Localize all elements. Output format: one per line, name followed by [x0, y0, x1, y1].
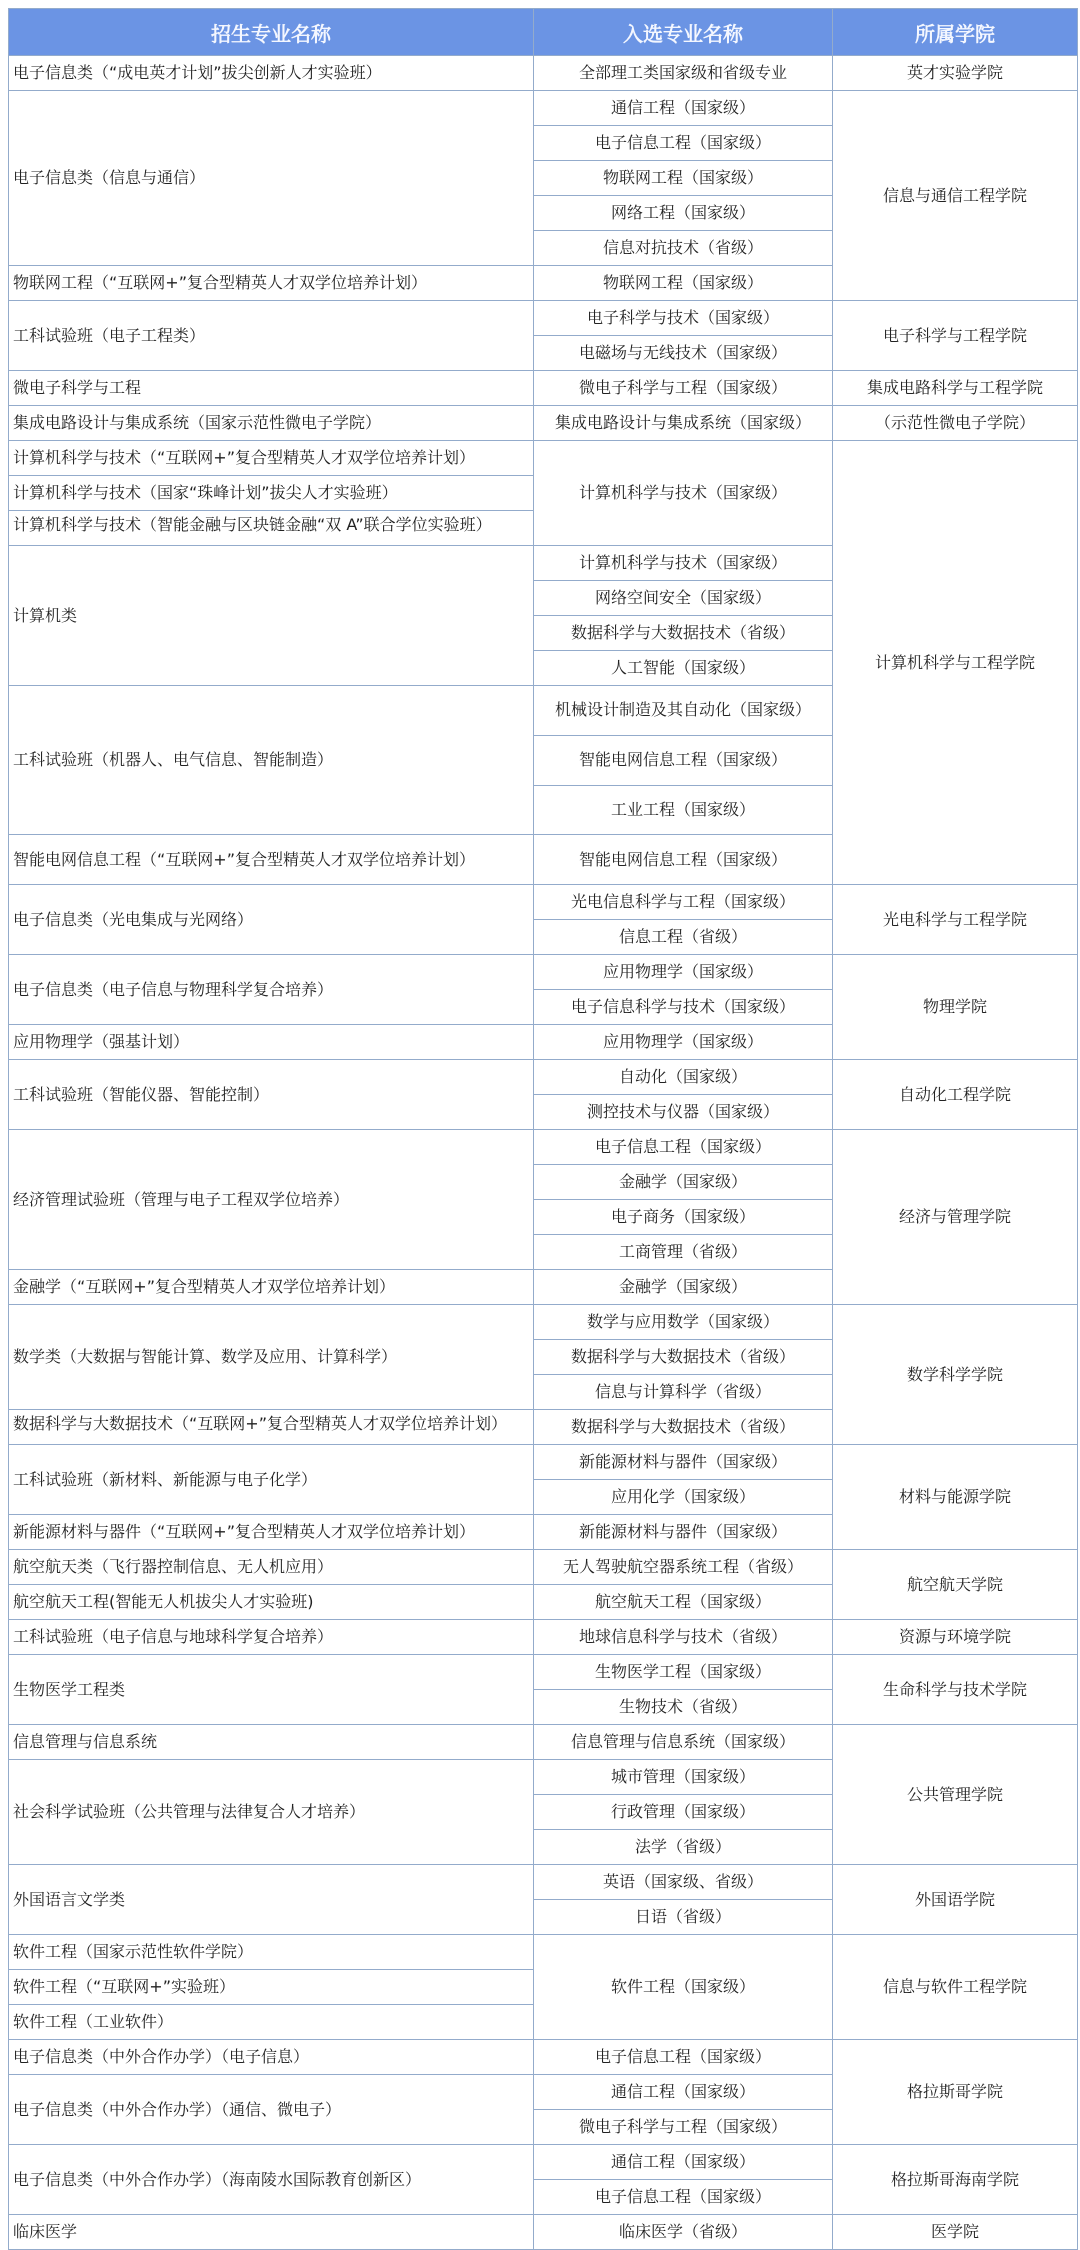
table-row: [9, 955, 1078, 990]
admission-major-cell: 计算机科学与技术（国家“珠峰计划”拔尖人才实验班）: [9, 476, 534, 511]
college-cell: 电子科学与工程学院: [833, 301, 1078, 371]
selected-major-cell: 数学与应用数学（国家级）: [534, 1305, 833, 1340]
college-cell: 格拉斯哥海南学院: [833, 2145, 1078, 2215]
selected-major-cell: 数据科学与大数据技术（省级）: [534, 616, 833, 651]
selected-major-cell: 新能源材料与器件（国家级）: [534, 1515, 833, 1550]
clipped-text: 计算机科学与技术（智能金融与区块链金融“双 A”联合学位实验班）: [13, 515, 492, 534]
table-row: [9, 371, 1078, 406]
selected-major-cell: 集成电路设计与集成系统（国家级）: [534, 406, 833, 441]
admission-major-cell: 计算机科学与技术（“互联网+”复合型精英人才双学位培养计划）: [9, 441, 534, 476]
admission-major-cell: 电子信息类（“成电英才计划”拔尖创新人才实验班）: [9, 56, 534, 91]
admission-major-cell: 应用物理学（强基计划）: [9, 1025, 534, 1060]
admission-major-cell: 物联网工程（“互联网+”复合型精英人才双学位培养计划）: [9, 266, 534, 301]
admission-major-cell: 金融学（“互联网+”复合型精英人才双学位培养计划）: [9, 1270, 534, 1305]
admission-major-cell: 微电子科学与工程: [9, 371, 534, 406]
college-cell: 医学院: [833, 2215, 1078, 2250]
selected-major-cell: 机械设计制造及其自动化（国家级）: [534, 686, 833, 736]
selected-major-cell: 网络空间安全（国家级）: [534, 581, 833, 616]
header-admission-major: 招生专业名称: [9, 9, 534, 56]
admission-major-cell: 电子信息类（电子信息与物理科学复合培养）: [9, 955, 534, 1025]
admission-major-cell: 工科试验班（机器人、电气信息、智能制造）: [9, 686, 534, 835]
selected-major-cell: 微电子科学与工程（国家级）: [534, 371, 833, 406]
clipped-text: 数据科学与大数据技术（“互联网+”复合型精英人才双学位培养计划）: [13, 1414, 507, 1433]
selected-major-cell: 应用化学（国家级）: [534, 1480, 833, 1515]
admission-major-cell: 智能电网信息工程（“互联网+”复合型精英人才双学位培养计划）: [9, 835, 534, 885]
admission-major-cell: 集成电路设计与集成系统（国家示范性微电子学院）: [9, 406, 534, 441]
selected-major-cell: 数据科学与大数据技术（省级）: [534, 1340, 833, 1375]
selected-major-cell: 自动化（国家级）: [534, 1060, 833, 1095]
college-cell: 公共管理学院: [833, 1725, 1078, 1865]
selected-major-cell: 应用物理学（国家级）: [534, 955, 833, 990]
admission-major-cell: 新能源材料与器件（“互联网+”复合型精英人才双学位培养计划）: [9, 1515, 534, 1550]
selected-major-cell: 软件工程（国家级）: [534, 1935, 833, 2040]
selected-major-cell: 计算机科学与技术（国家级）: [534, 546, 833, 581]
selected-major-cell: 新能源材料与器件（国家级）: [534, 1445, 833, 1480]
selected-major-cell: 航空航天工程（国家级）: [534, 1585, 833, 1620]
table-row: [9, 2145, 1078, 2180]
college-cell: 材料与能源学院: [833, 1445, 1078, 1550]
table-row: [9, 2215, 1078, 2250]
admission-major-cell: [9, 511, 534, 546]
admission-major-cell: 软件工程（“互联网+”实验班）: [9, 1970, 534, 2005]
admission-major-cell: [9, 1410, 534, 1445]
admission-major-cell: 电子信息类（中外合作办学）（电子信息）: [9, 2040, 534, 2075]
selected-major-cell: 电子科学与技术（国家级）: [534, 301, 833, 336]
college-cell: 经济与管理学院: [833, 1130, 1078, 1305]
selected-major-cell: 智能电网信息工程（国家级）: [534, 835, 833, 885]
table-row: [9, 1305, 1078, 1340]
college-cell: 光电科学与工程学院: [833, 885, 1078, 955]
selected-major-cell: 物联网工程（国家级）: [534, 161, 833, 196]
selected-major-cell: 电磁场与无线技术（国家级）: [534, 336, 833, 371]
header-college: 所属学院: [833, 9, 1078, 56]
selected-major-cell: 金融学（国家级）: [534, 1270, 833, 1305]
admission-major-cell: 航空航天工程(智能无人机拔尖人才实验班): [9, 1585, 534, 1620]
table-header-row: [9, 9, 1078, 56]
selected-major-cell: 智能电网信息工程（国家级）: [534, 735, 833, 785]
selected-major-cell: 法学（省级）: [534, 1830, 833, 1865]
selected-major-cell: 日语（省级）: [534, 1900, 833, 1935]
table-row: [9, 1725, 1078, 1760]
college-cell: 物理学院: [833, 955, 1078, 1060]
selected-major-cell: 网络工程（国家级）: [534, 196, 833, 231]
admission-major-cell: 电子信息类（中外合作办学）（通信、微电子）: [9, 2075, 534, 2145]
admission-major-cell: 软件工程（国家示范性软件学院）: [9, 1935, 534, 1970]
selected-major-cell: 应用物理学（国家级）: [534, 1025, 833, 1060]
college-cell: 生命科学与技术学院: [833, 1655, 1078, 1725]
college-cell: 航空航天学院: [833, 1550, 1078, 1620]
admission-major-cell: 工科试验班（新材料、新能源与电子化学）: [9, 1445, 534, 1515]
college-cell: 计算机科学与工程学院: [833, 441, 1078, 885]
admission-major-cell: 软件工程（工业软件）: [9, 2005, 534, 2040]
college-cell: 资源与环境学院: [833, 1620, 1078, 1655]
admission-major-cell: 电子信息类（光电集成与光网络）: [9, 885, 534, 955]
table-row: [9, 91, 1078, 126]
table-row: [9, 2040, 1078, 2075]
selected-major-cell: 无人驾驶航空器系统工程（省级）: [534, 1550, 833, 1585]
admission-major-cell: 工科试验班（智能仪器、智能控制）: [9, 1060, 534, 1130]
admission-major-cell: 航空航天类（飞行器控制信息、无人机应用）: [9, 1550, 534, 1585]
college-cell: 信息与软件工程学院: [833, 1935, 1078, 2040]
college-cell: 外国语学院: [833, 1865, 1078, 1935]
selected-major-cell: 电子信息工程（国家级）: [534, 1130, 833, 1165]
table-row: [9, 1130, 1078, 1165]
admission-major-cell: 经济管理试验班（管理与电子工程双学位培养）: [9, 1130, 534, 1270]
selected-major-cell: 工商管理（省级）: [534, 1235, 833, 1270]
selected-major-cell: 人工智能（国家级）: [534, 651, 833, 686]
selected-major-cell: 信息工程（省级）: [534, 920, 833, 955]
college-cell: 数学科学学院: [833, 1305, 1078, 1445]
selected-major-cell: 信息对抗技术（省级）: [534, 231, 833, 266]
admission-major-cell: 外国语言文学类: [9, 1865, 534, 1935]
selected-major-cell: 地球信息科学与技术（省级）: [534, 1620, 833, 1655]
selected-major-cell: 物联网工程（国家级）: [534, 266, 833, 301]
selected-major-cell: 临床医学（省级）: [534, 2215, 833, 2250]
selected-major-cell: 数据科学与大数据技术（省级）: [534, 1410, 833, 1445]
table-row: [9, 1445, 1078, 1480]
selected-major-cell: 金融学（国家级）: [534, 1165, 833, 1200]
selected-major-cell: 电子商务（国家级）: [534, 1200, 833, 1235]
selected-major-cell: 城市管理（国家级）: [534, 1760, 833, 1795]
selected-major-cell: 光电信息科学与工程（国家级）: [534, 885, 833, 920]
selected-major-cell: 通信工程（国家级）: [534, 2075, 833, 2110]
college-cell: （示范性微电子学院）: [833, 406, 1078, 441]
admission-major-cell: 数学类（大数据与智能计算、数学及应用、计算科学）: [9, 1305, 534, 1410]
admission-major-cell: 生物医学工程类: [9, 1655, 534, 1725]
college-cell: 英才实验学院: [833, 56, 1078, 91]
selected-major-cell: 生物医学工程（国家级）: [534, 1655, 833, 1690]
table-row: [9, 1060, 1078, 1095]
admission-major-cell: 信息管理与信息系统: [9, 1725, 534, 1760]
selected-major-cell: 电子信息科学与技术（国家级）: [534, 990, 833, 1025]
selected-major-cell: 电子信息工程（国家级）: [534, 2180, 833, 2215]
selected-major-cell: 工业工程（国家级）: [534, 785, 833, 835]
table-row: [9, 56, 1078, 91]
selected-major-cell: 信息管理与信息系统（国家级）: [534, 1725, 833, 1760]
selected-major-cell: 通信工程（国家级）: [534, 91, 833, 126]
admission-major-cell: 临床医学: [9, 2215, 534, 2250]
table-row: [9, 1620, 1078, 1655]
selected-major-cell: 全部理工类国家级和省级专业: [534, 56, 833, 91]
college-cell: 自动化工程学院: [833, 1060, 1078, 1130]
admission-major-cell: 电子信息类（信息与通信）: [9, 91, 534, 266]
college-cell: 信息与通信工程学院: [833, 91, 1078, 301]
admission-major-cell: 社会科学试验班（公共管理与法律复合人才培养）: [9, 1760, 534, 1865]
table-row: [9, 1655, 1078, 1690]
table-row: [9, 1935, 1078, 1970]
admission-major-cell: 电子信息类（中外合作办学）（海南陵水国际教育创新区）: [9, 2145, 534, 2215]
table-row: [9, 885, 1078, 920]
selected-major-cell: 测控技术与仪器（国家级）: [534, 1095, 833, 1130]
selected-major-cell: 电子信息工程（国家级）: [534, 2040, 833, 2075]
selected-major-cell: 计算机科学与技术（国家级）: [534, 441, 833, 546]
table-row: [9, 406, 1078, 441]
table-row: [9, 441, 1078, 476]
admissions-major-table: [8, 8, 1078, 2250]
selected-major-cell: 信息与计算科学（省级）: [534, 1375, 833, 1410]
college-cell: 格拉斯哥学院: [833, 2040, 1078, 2145]
table-row: [9, 1865, 1078, 1900]
selected-major-cell: 英语（国家级、省级）: [534, 1865, 833, 1900]
table-row: [9, 1550, 1078, 1585]
admission-major-cell: 计算机类: [9, 546, 534, 686]
table-row: [9, 301, 1078, 336]
header-selected-major: 入选专业名称: [534, 9, 833, 56]
admission-major-cell: 工科试验班（电子信息与地球科学复合培养）: [9, 1620, 534, 1655]
selected-major-cell: 行政管理（国家级）: [534, 1795, 833, 1830]
selected-major-cell: 电子信息工程（国家级）: [534, 126, 833, 161]
college-cell: 集成电路科学与工程学院: [833, 371, 1078, 406]
selected-major-cell: 生物技术（省级）: [534, 1690, 833, 1725]
admission-major-cell: 工科试验班（电子工程类）: [9, 301, 534, 371]
selected-major-cell: 微电子科学与工程（国家级）: [534, 2110, 833, 2145]
selected-major-cell: 通信工程（国家级）: [534, 2145, 833, 2180]
